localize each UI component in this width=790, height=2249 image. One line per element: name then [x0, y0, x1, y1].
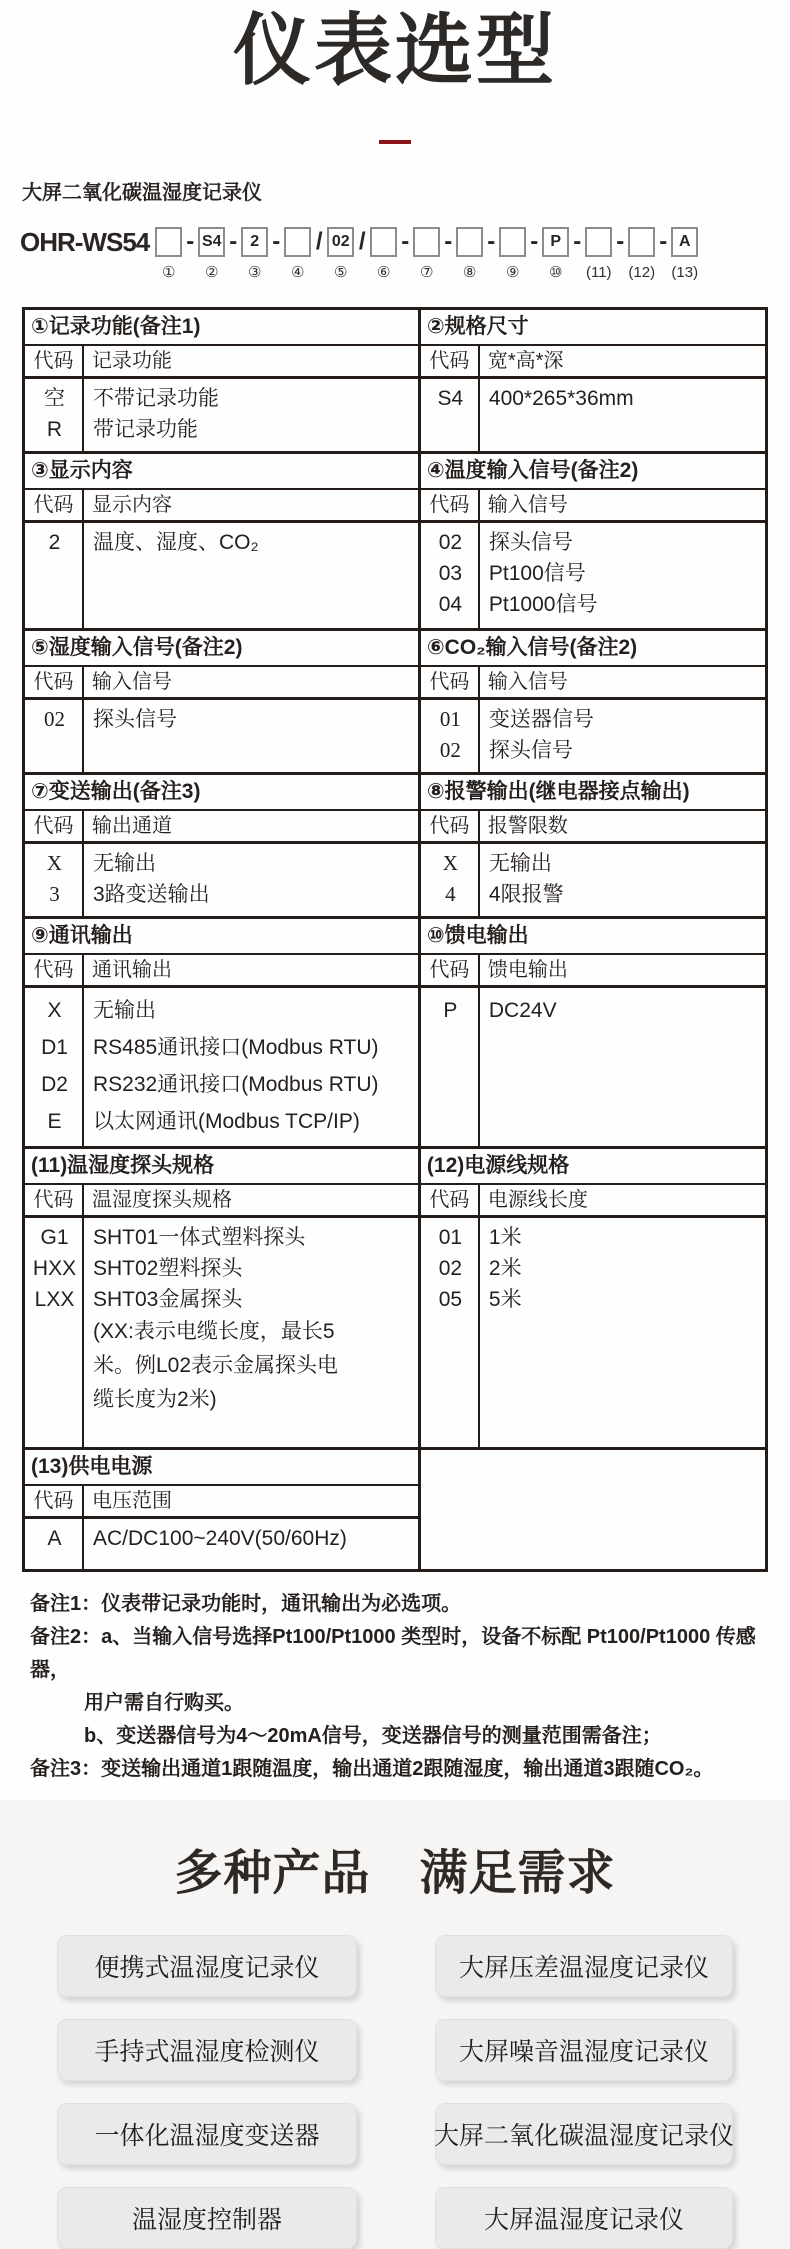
table-row [421, 1222, 765, 1253]
product-button-portable-recorder[interactable]: 便携式温湿度记录仪 [57, 1935, 357, 1997]
model-code-slot [671, 227, 698, 281]
section-subheader [421, 811, 765, 844]
table-row [421, 1284, 765, 1315]
code-header-cell: 代码 [25, 955, 84, 985]
section-subheader [421, 1185, 765, 1218]
model-code-box: P [542, 227, 569, 257]
section-subheader [25, 1185, 418, 1218]
remark-2b: b、变送器信号为4～20mA信号，变送器信号的测量范围需备注； [84, 1725, 662, 1747]
model-code-separator: - [659, 228, 668, 255]
table-row [421, 558, 765, 589]
model-code-box [155, 227, 182, 257]
code-cell: X [46, 851, 63, 875]
value-cell: 无输出 [93, 999, 156, 1022]
section-display-content [25, 454, 421, 628]
code-header-cell: 代码 [25, 1486, 84, 1516]
model-code-box: 2 [241, 227, 268, 257]
product-grid [0, 1935, 790, 2249]
probe-cable-note: (XX:表示电缆长度，最长5米。例L02表示金属探头电缆长度为2米) [93, 1320, 339, 1411]
value-cell: SHT03金属探头 [93, 1288, 243, 1311]
model-code-separator: - [530, 228, 539, 255]
table-row [25, 879, 418, 910]
model-code-slot [155, 227, 182, 281]
value-cell: Pt100信号 [488, 562, 586, 585]
product-button-pressure-recorder[interactable]: 大屏压差温湿度记录仪 [435, 1935, 733, 1997]
position-number: ⑧ [463, 264, 477, 281]
section-subheader [421, 667, 765, 700]
title-underline [379, 140, 411, 144]
section-body [25, 379, 418, 451]
selection-table [22, 307, 768, 1572]
model-code-box [456, 227, 483, 257]
section-title: ⑥CO₂输入信号(备注2) [421, 631, 765, 667]
value-cell: AC/DC100~240V(50/60Hz) [93, 1527, 347, 1550]
code-cell: 05 [438, 1288, 463, 1311]
value-cell: 1米 [488, 1226, 522, 1249]
code-cell: 3 [49, 882, 60, 906]
section-power-supply [25, 1450, 421, 1569]
section-transmit-output [25, 775, 421, 916]
remark-2a-cont: 用户需自行购买。 [84, 1692, 244, 1714]
position-number: ⑨ [506, 264, 520, 281]
value-cell: SHT01一体式塑料探头 [93, 1226, 306, 1249]
code-cell: D1 [41, 1036, 68, 1059]
position-number: ③ [248, 264, 262, 281]
table-band-4 [25, 772, 765, 916]
section-subheader [25, 346, 418, 379]
model-code-slot [370, 227, 397, 281]
code-cell: S4 [437, 387, 464, 410]
model-code-slot [542, 227, 569, 281]
table-row [25, 1066, 418, 1103]
section-title: ④温度输入信号(备注2) [421, 454, 765, 490]
model-code-line [20, 227, 790, 281]
value-cell: DC24V [488, 999, 557, 1022]
code-cell: 04 [438, 593, 463, 616]
code-cell: 02 [438, 1257, 463, 1280]
section-title: ①记录功能(备注1) [25, 310, 418, 346]
remarks [30, 1588, 766, 1786]
table-row [25, 1222, 418, 1253]
value-cell: 探头信号 [93, 707, 177, 731]
code-header-cell: 代码 [25, 346, 84, 376]
value-cell: 无输出 [93, 852, 156, 875]
model-code-separator: / [358, 228, 366, 255]
section-co2-input [421, 631, 765, 772]
value-cell: 以太网通讯(Modbus TCP/IP) [93, 1110, 360, 1133]
value-header-cell: 电压范围 [92, 1490, 172, 1512]
model-code-slot [284, 227, 311, 281]
section-temp-input [421, 454, 765, 628]
model-prefix: OHR-WS54 [20, 227, 150, 257]
products-section [0, 1800, 790, 2249]
value-header-cell: 报警限数 [487, 815, 568, 837]
table-row [421, 589, 765, 620]
value-header-cell: 宽*高*深 [487, 350, 564, 372]
value-cell: 2米 [488, 1257, 522, 1280]
model-code-separator: - [444, 228, 453, 255]
section-body [421, 988, 765, 1146]
value-cell: 变送器信号 [488, 707, 594, 731]
position-number: ⑩ [549, 264, 563, 281]
value-cell: 无输出 [488, 852, 552, 875]
section-title: ⑩馈电输出 [421, 919, 765, 955]
model-code-slot [327, 227, 354, 281]
value-cell: SHT02塑料探头 [93, 1257, 243, 1280]
section-body [421, 379, 765, 451]
code-header-cell: 代码 [25, 667, 84, 697]
section-alarm-output [421, 775, 765, 916]
value-cell: 探头信号 [488, 531, 573, 554]
value-header-cell: 输出通道 [92, 815, 172, 837]
value-header-cell: 通讯输出 [92, 959, 172, 981]
remark-1: 备注1：仪表带记录功能时，通讯输出为必选项。 [30, 1593, 462, 1615]
position-number: ⑥ [377, 264, 391, 281]
code-header-cell: 代码 [25, 811, 84, 841]
model-code-separator: - [272, 228, 281, 255]
section-body [25, 1218, 418, 1447]
code-header-cell: 代码 [421, 346, 480, 376]
table-band-6 [25, 1146, 765, 1447]
value-header-cell: 输入信号 [487, 671, 568, 693]
code-header-cell: 代码 [421, 667, 480, 697]
code-cell: 02 [44, 707, 65, 731]
code-cell: 空 [44, 387, 65, 410]
model-code-slot [241, 227, 268, 281]
value-cell: 带记录功能 [93, 418, 198, 441]
position-number: (12) [628, 264, 656, 281]
section-subheader [421, 955, 765, 988]
model-code-box [499, 227, 526, 257]
section-subheader [25, 811, 418, 844]
value-cell: RS232通讯接口(Modbus RTU) [93, 1073, 379, 1096]
product-button-noise-recorder[interactable]: 大屏噪音温湿度记录仪 [435, 2019, 733, 2081]
section-subheader [421, 490, 765, 523]
table-row [25, 1284, 418, 1315]
section-title: ⑧报警输出(继电器接点输出) [421, 775, 765, 811]
value-cell: 不带记录功能 [93, 387, 219, 410]
table-row [25, 1103, 418, 1140]
section-title: ②规格尺寸 [421, 310, 765, 346]
empty-body [421, 1450, 765, 1569]
model-code-separator: - [487, 228, 496, 255]
product-button-handheld-detector[interactable]: 手持式温湿度检测仪 [57, 2019, 357, 2081]
value-header-cell: 电源线长度 [487, 1189, 588, 1211]
value-header-cell: 输入信号 [92, 671, 172, 693]
model-code-box [284, 227, 311, 257]
code-cell: 02 [438, 531, 463, 554]
code-cell: 01 [438, 1226, 463, 1249]
code-header-cell: 代码 [421, 955, 480, 985]
section-body [421, 1218, 765, 1447]
model-code-slot [413, 227, 440, 281]
section-subheader [25, 1486, 418, 1519]
value-header-cell: 记录功能 [92, 350, 172, 372]
code-header-cell: 代码 [421, 811, 480, 841]
table-band-2 [25, 451, 765, 628]
section-title: ⑦变送输出(备注3) [25, 775, 418, 811]
table-band-7 [25, 1447, 765, 1569]
model-code-box [413, 227, 440, 257]
code-cell: HXX [32, 1257, 77, 1280]
product-button-integrated-transmitter[interactable]: 一体化温湿度变送器 [57, 2103, 357, 2165]
product-button-humidity-controller[interactable]: 温湿度控制器 [57, 2187, 357, 2249]
remark-3: 备注3：变送输出通道1跟随温度，输出通道2跟随湿度，输出通道3跟随CO₂。 [30, 1758, 714, 1780]
position-number: ② [205, 264, 219, 281]
section-humidity-input [25, 631, 421, 772]
table-row [25, 527, 418, 558]
value-cell: 温度、湿度、CO₂ [93, 531, 259, 554]
model-code-separator: - [186, 228, 195, 255]
section-subheader [25, 490, 418, 523]
product-button-bigscreen-recorder[interactable]: 大屏温湿度记录仪 [435, 2187, 733, 2249]
table-row [421, 1253, 765, 1284]
model-code-slot [499, 227, 526, 281]
section-probe-spec [25, 1149, 421, 1447]
value-header-cell: 显示内容 [92, 494, 172, 516]
section-record-function [25, 310, 421, 451]
table-row [25, 414, 418, 445]
table-row [25, 848, 418, 879]
code-cell: G1 [40, 1226, 69, 1249]
section-feed-output [421, 919, 765, 1146]
value-cell: Pt1000信号 [488, 593, 598, 616]
code-cell: 03 [438, 562, 463, 585]
table-row [421, 704, 765, 735]
code-header-cell: 代码 [25, 1185, 84, 1215]
section-comm-output [25, 919, 421, 1146]
product-button-co2-recorder[interactable]: 大屏二氧化碳温湿度记录仪 [435, 2103, 733, 2165]
code-cell: LXX [34, 1288, 75, 1311]
code-cell: D2 [41, 1073, 68, 1096]
code-cell: P [443, 999, 458, 1022]
code-cell: X [47, 999, 62, 1022]
table-row [421, 383, 765, 414]
code-cell: 4 [445, 882, 456, 906]
section-body [25, 988, 418, 1146]
model-code-separator: - [616, 228, 625, 255]
value-cell: 探头信号 [488, 738, 573, 762]
table-row [25, 1523, 418, 1554]
table-band-5 [25, 916, 765, 1146]
empty-cell [421, 1450, 765, 1569]
value-cell: 3路变送输出 [93, 883, 210, 906]
table-row [25, 704, 418, 735]
model-code-slot [628, 227, 655, 281]
model-code-separator: / [315, 228, 323, 255]
section-body [25, 844, 418, 916]
section-body [421, 844, 765, 916]
model-code-slot [456, 227, 483, 281]
value-header-cell: 温湿度探头规格 [92, 1189, 232, 1211]
value-cell: 5米 [488, 1288, 522, 1311]
page-title: 仪表选型 [232, 6, 557, 94]
section-subheader [25, 667, 418, 700]
code-cell: E [47, 1110, 62, 1133]
table-row [421, 879, 765, 910]
position-number: ⑦ [420, 264, 434, 281]
table-row [421, 527, 765, 558]
model-code-separator: - [401, 228, 410, 255]
table-row [421, 735, 765, 766]
code-header-cell: 代码 [25, 490, 84, 520]
product-subtitle: 大屏二氧化碳温湿度记录仪 [22, 182, 262, 204]
model-code-box: S4 [198, 227, 225, 257]
section-power-cord [421, 1149, 765, 1447]
section-body [25, 700, 418, 772]
code-cell: 2 [48, 531, 61, 554]
section-title: (12)电源线规格 [421, 1149, 765, 1185]
section-body [421, 523, 765, 628]
code-cell: R [46, 418, 63, 441]
code-cell: 01 [439, 707, 461, 731]
code-cell: A [47, 1527, 62, 1550]
section-body [25, 523, 418, 628]
position-number: ④ [291, 264, 305, 281]
section-body [421, 700, 765, 772]
value-cell: 4限报警 [488, 883, 564, 906]
model-code-slot [585, 227, 612, 281]
value-cell: 400*265*36mm [488, 387, 634, 410]
table-row [25, 992, 418, 1029]
model-code-box: A [671, 227, 698, 257]
model-code-box [585, 227, 612, 257]
value-header-cell: 输入信号 [487, 494, 568, 516]
table-row [421, 992, 765, 1029]
section-title: ③显示内容 [25, 454, 418, 490]
position-number: ① [162, 264, 176, 281]
position-number: ⑤ [334, 264, 348, 281]
table-band-1 [25, 310, 765, 451]
section-dimensions [421, 310, 765, 451]
section-subheader [25, 955, 418, 988]
code-cell: 02 [439, 738, 461, 762]
table-row [25, 1253, 418, 1284]
code-cell: X [442, 851, 458, 875]
value-cell: RS485通讯接口(Modbus RTU) [93, 1036, 379, 1059]
table-row [421, 848, 765, 879]
remark-2a: 备注2：a、当输入信号选择Pt100/Pt1000 类型时，设备不标配 Pt100/Pt1000 传感器， [30, 1626, 756, 1681]
section-title: (13)供电电源 [25, 1450, 418, 1486]
code-header-cell: 代码 [421, 490, 480, 520]
model-code-box [370, 227, 397, 257]
model-code-box: 02 [327, 227, 354, 257]
section-title: (11)温湿度探头规格 [25, 1149, 418, 1185]
model-code-box [628, 227, 655, 257]
table-row [25, 383, 418, 414]
section-body [25, 1519, 418, 1569]
section-title: ⑨通讯输出 [25, 919, 418, 955]
position-number: (13) [671, 264, 699, 281]
products-heading: 多种产品 满足需求 [174, 1847, 616, 1900]
model-code-slot [198, 227, 225, 281]
section-subheader [421, 346, 765, 379]
code-header-cell: 代码 [421, 1185, 480, 1215]
model-code-separator: - [573, 228, 582, 255]
section-title: ⑤湿度输入信号(备注2) [25, 631, 418, 667]
table-row [25, 1029, 418, 1066]
value-header-cell: 馈电输出 [487, 959, 568, 981]
model-code-separator: - [229, 228, 238, 255]
position-number: (11) [585, 264, 612, 281]
table-band-3 [25, 628, 765, 772]
